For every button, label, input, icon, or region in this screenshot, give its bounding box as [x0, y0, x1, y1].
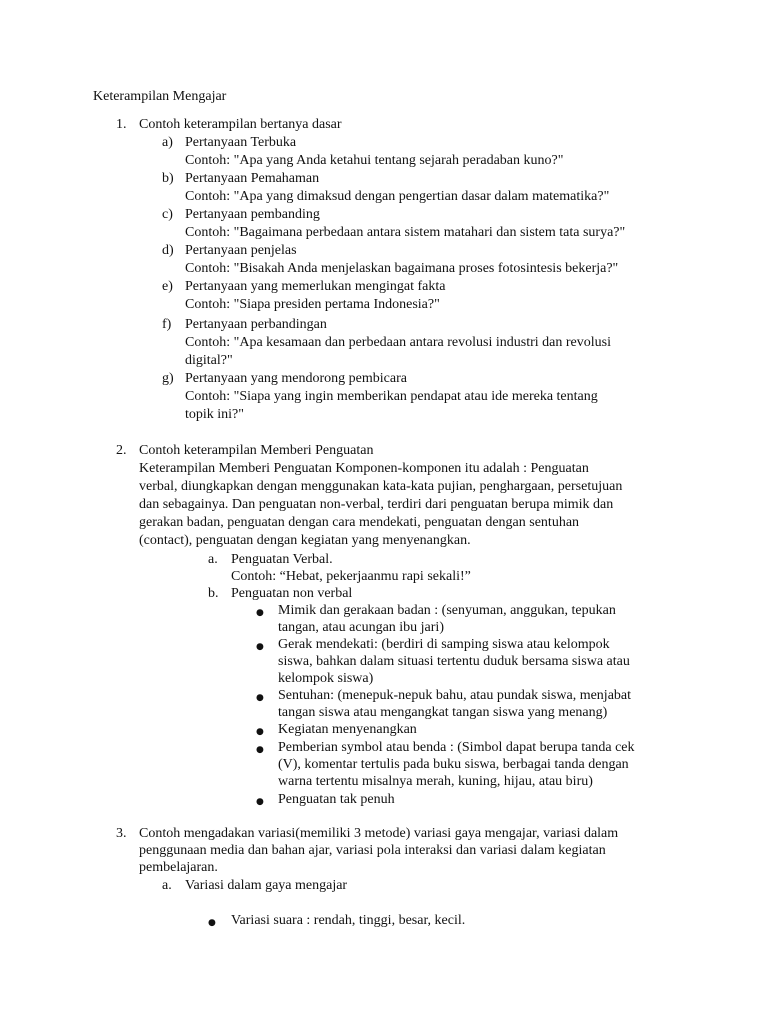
s1-b-label: Pertanyaan Pemahaman: [185, 171, 320, 186]
bullet-item-cont: tangan, atau acungan ibu jari): [278, 620, 444, 635]
s3-bullet-item: Variasi suara : rendah, tinggi, besar, kecil.: [231, 913, 466, 928]
s1-a-example: Contoh: "Apa yang Anda ketahui tentang sejarah peradaban kuno?": [185, 153, 564, 168]
s1-g-example-cont: topik ini?": [185, 407, 244, 422]
s1-d-mark: d): [162, 243, 174, 258]
s3-line: pembelajaran.: [139, 860, 218, 875]
s2-b-mark: b.: [208, 586, 219, 601]
bullet-item: Mimik dan gerakaan badan : (senyuman, anggukan, tepukan: [278, 603, 616, 618]
doc-title: Keterampilan Mengajar: [93, 89, 227, 104]
s1-e-label: Pertanyaan yang memerlukan mengingat fakta: [185, 279, 446, 294]
s1-e-mark: e): [162, 279, 173, 294]
s3-a-label: Variasi dalam gaya mengajar: [185, 878, 348, 893]
bullet-icon: ●: [208, 918, 216, 928]
bullet-item: Kegiatan menyenangkan: [278, 722, 417, 737]
s1-f-label: Pertanyaan perbandingan: [185, 317, 327, 332]
s1-b-mark: b): [162, 171, 174, 186]
bullet-item: Sentuhan: (menepuk-nepuk bahu, atau pundak siswa, menjabat: [278, 688, 632, 703]
s2-para-line: dan sebagainya. Dan penguatan non-verbal, terdiri dari penguatan berupa mimik dan: [139, 497, 614, 512]
s2-heading: Contoh keterampilan Memberi Penguatan: [139, 443, 374, 458]
s1-heading: Contoh keterampilan bertanya dasar: [139, 117, 342, 132]
s1-c-example: Contoh: "Bagaimana perbedaan antara sistem matahari dan sistem tata surya?": [185, 225, 626, 240]
s1-f-example: Contoh: "Apa kesamaan dan perbedaan antara revolusi industri dan revolusi: [185, 335, 611, 350]
s3-line: Contoh mengadakan variasi(memiliki 3 metode) variasi gaya mengajar, variasi dalam: [139, 826, 619, 841]
s2-para-line: verbal, diungkapkan dengan menggunakan kata-kata pujian, penghargaan, persetujuan: [139, 479, 623, 494]
s1-d-label: Pertanyaan penjelas: [185, 243, 297, 258]
s1-a-label: Pertanyaan Terbuka: [185, 135, 297, 150]
s2-a-example: Contoh: “Hebat, pekerjaanmu rapi sekali!”: [231, 569, 471, 584]
s1-d-example: Contoh: "Bisakah Anda menjelaskan bagaimana proses fotosintesis bekerja?": [185, 261, 619, 276]
bullet-icon: ●: [256, 642, 264, 652]
s2-a-mark: a.: [208, 552, 218, 567]
s1-f-mark: f): [162, 317, 172, 332]
bullet-item: Pemberian symbol atau benda : (Simbol dapat berupa tanda cek: [278, 740, 635, 755]
s2-para-line: (contact), penguatan dengan kegiatan yang menyenangkan.: [139, 533, 471, 548]
bullet-item-cont: (V), komentar tertulis pada buku siswa, berbagai tanda dengan: [278, 757, 629, 772]
bullet-item-cont: warna tertentu misalnya merah, kuning, hijau, atau biru): [278, 774, 593, 789]
s3-a-mark: a.: [162, 878, 172, 893]
s2-b-label: Penguatan non verbal: [231, 586, 353, 601]
bullet-icon: ●: [256, 608, 264, 618]
s2-para-line: Keterampilan Memberi Penguatan Komponen-komponen itu adalah : Penguatan: [139, 461, 589, 476]
s1-c-mark: c): [162, 207, 173, 222]
s1-f-example-cont: digital?": [185, 353, 233, 368]
s1-e-example: Contoh: "Siapa presiden pertama Indonesia?": [185, 297, 440, 312]
s2-para-line: gerakan badan, penguatan dengan cara mendekati, penguatan dengan sentuhan: [139, 515, 580, 530]
bullet-icon: ●: [256, 693, 264, 703]
s1-g-label: Pertanyaan yang mendorong pembicara: [185, 371, 407, 386]
s2-number: 2.: [116, 443, 127, 458]
s3-line: penggunaan media dan bahan ajar, variasi pola interaksi dan variasi dalam kegiatan: [139, 843, 606, 858]
bullet-item-cont: tangan siswa atau mengangkat tangan siswa yang menang): [278, 705, 608, 720]
s3-number: 3.: [116, 826, 127, 841]
s1-number: 1.: [116, 117, 127, 132]
s1-b-example: Contoh: "Apa yang dimaksud dengan pengertian dasar dalam matematika?": [185, 189, 610, 204]
s2-a-label: Penguatan Verbal.: [231, 552, 333, 567]
s1-g-mark: g): [162, 371, 174, 386]
bullet-icon: ●: [256, 797, 264, 807]
bullet-item: Gerak mendekati: (berdiri di samping siswa atau kelompok: [278, 637, 610, 652]
bullet-item: Penguatan tak penuh: [278, 792, 395, 807]
bullet-icon: ●: [256, 745, 264, 755]
s1-a-mark: a): [162, 135, 173, 150]
bullet-icon: ●: [256, 727, 264, 737]
bullet-item-cont: kelompok siswa): [278, 671, 374, 686]
bullet-item-cont: siswa, bahkan dalam situasi tertentu duduk bersama siswa atau: [278, 654, 630, 669]
s1-g-example: Contoh: "Siapa yang ingin memberikan pendapat atau ide mereka tentang: [185, 389, 598, 404]
s1-c-label: Pertanyaan pembanding: [185, 207, 320, 222]
